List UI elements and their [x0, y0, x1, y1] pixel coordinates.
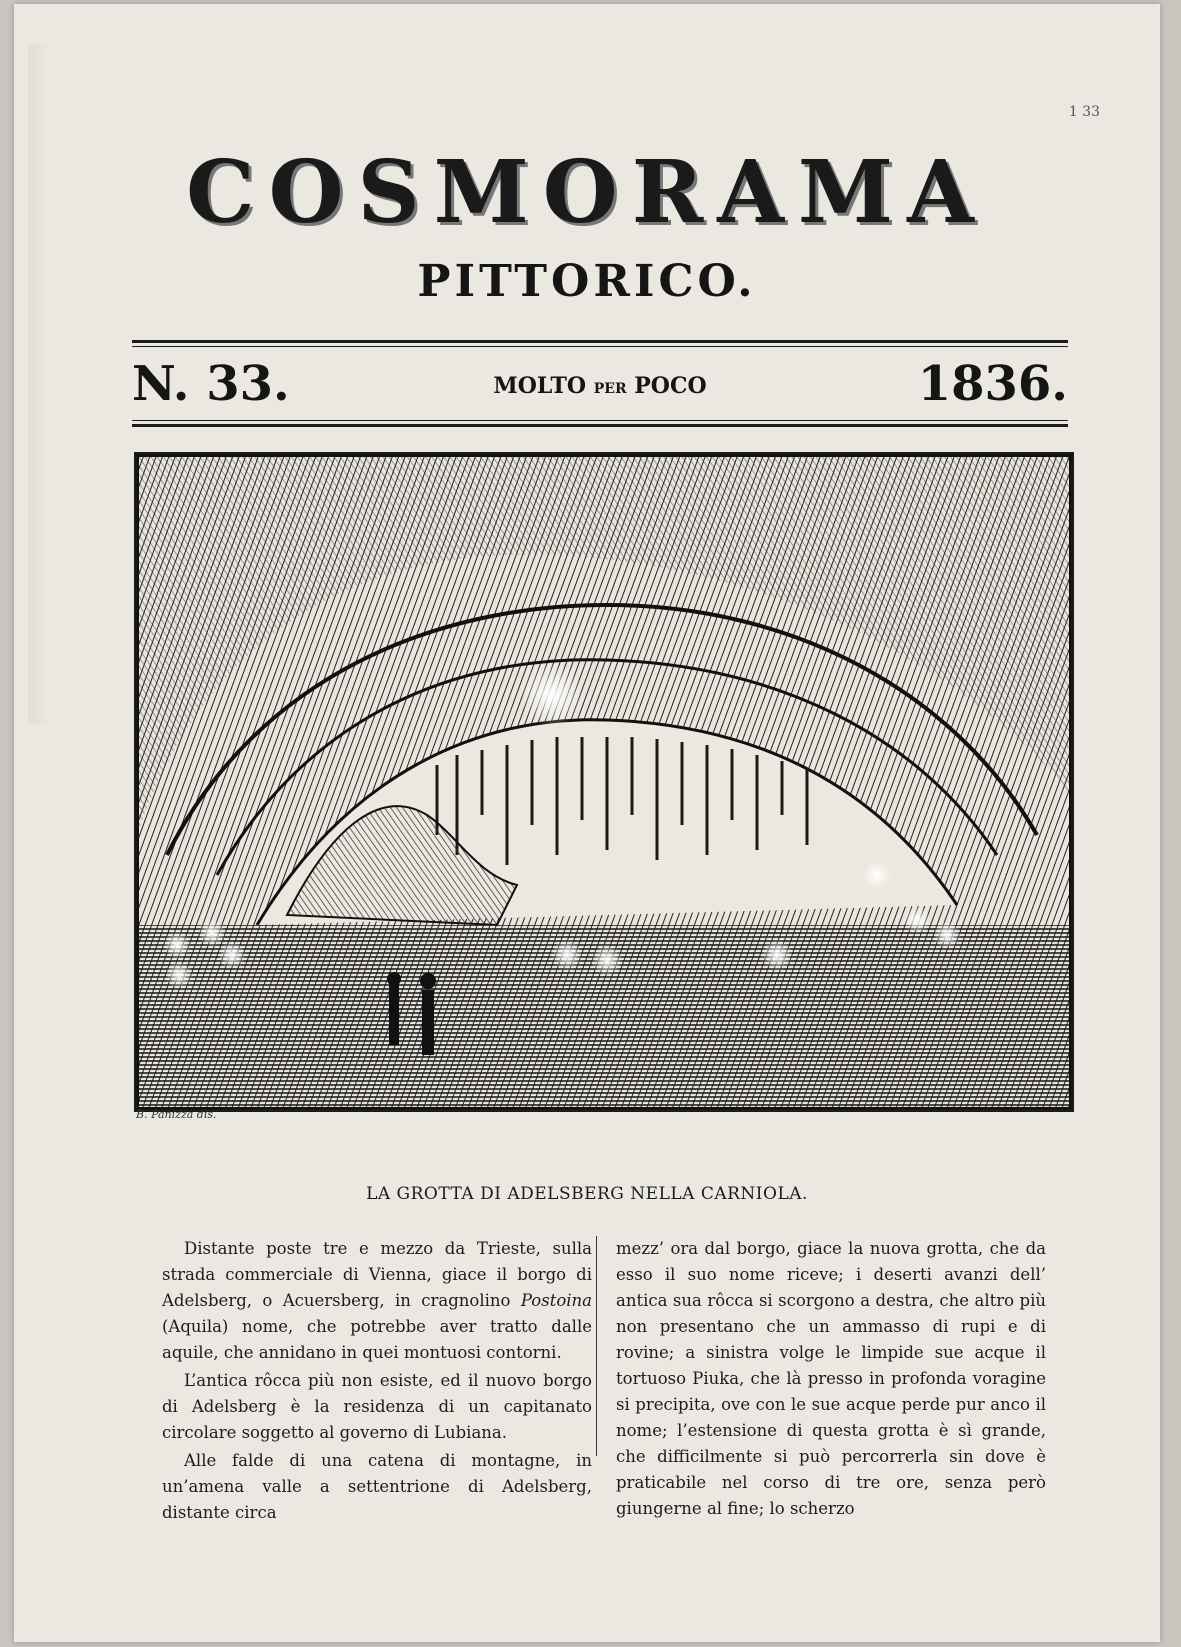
italic-term: Postoina	[520, 1291, 592, 1310]
text-run: Distante poste tre e mezzo da Trieste, sulla strada commerciale di Vienna, giace il borgo di Adelsberg, o Acuersberg, in cragnolino	[162, 1239, 592, 1310]
masthead-title: COSMORAMA	[186, 142, 988, 243]
page-number: 1 33	[1068, 104, 1100, 120]
masthead-subtitle: PITTORICO.	[417, 256, 757, 307]
issue-number: N. 33.	[132, 356, 290, 412]
left-column	[162, 1236, 592, 1528]
cave-engraving	[134, 452, 1074, 1112]
column-divider	[596, 1236, 597, 1456]
bottom-rule-thin	[132, 420, 1068, 421]
paragraph: Alle falde di una catena di montagne, in un’amena valle a settentrione di Adelsberg, distante circa	[162, 1451, 592, 1522]
issue-row	[132, 356, 1068, 420]
motto-word-1: MOLTO	[493, 373, 587, 399]
newspaper-page	[14, 4, 1160, 1642]
article-caption: LA GROTTA DI ADELSBERG NELLA CARNIOLA.	[366, 1184, 808, 1204]
engraver-signature: B. Panizza dis.	[136, 1108, 217, 1121]
masthead	[14, 142, 1160, 243]
paragraph: L’antica rôcca più non esiste, ed il nuovo borgo di Adelsberg è la residenza di un capitanato circolare soggetto al governo di Lubiana.	[162, 1371, 592, 1442]
paragraph: mezz’ ora dal borgo, giace la nuova grotta, che da esso il suo nome riceve; i deserti avanzi dell’ antica sua rôcca si scorgono a destra, che altro più non presentano che un ammasso di rupi e di rovine; a sinistra volge le limpide sue acque il tortuoso Piuka, che là presso in profonda voragine si precipita, ove con le sue acque perde pur anco il nome; l’estensione di questa grotta è sì grande, che difficilmente si può percorrerla sin dove è praticabile nel corso di tre ore, senza però giungerne al fine; lo scherzo	[616, 1239, 1046, 1518]
text-run: (Aquila) nome, che potrebbe aver tratto dalle aquile, che annidano in quei montuosi contorni.	[162, 1317, 592, 1362]
top-rule-thin	[132, 346, 1068, 347]
motto-word-2: POCO	[634, 373, 707, 399]
paragraph	[162, 1236, 592, 1366]
top-rule-thick	[132, 340, 1068, 343]
issue-year: 1836.	[917, 356, 1068, 412]
bottom-rule-thick	[132, 424, 1068, 427]
cave-engraving-art	[137, 455, 1071, 1109]
motto-word-per: PER	[593, 381, 627, 397]
right-column	[616, 1236, 1046, 1524]
